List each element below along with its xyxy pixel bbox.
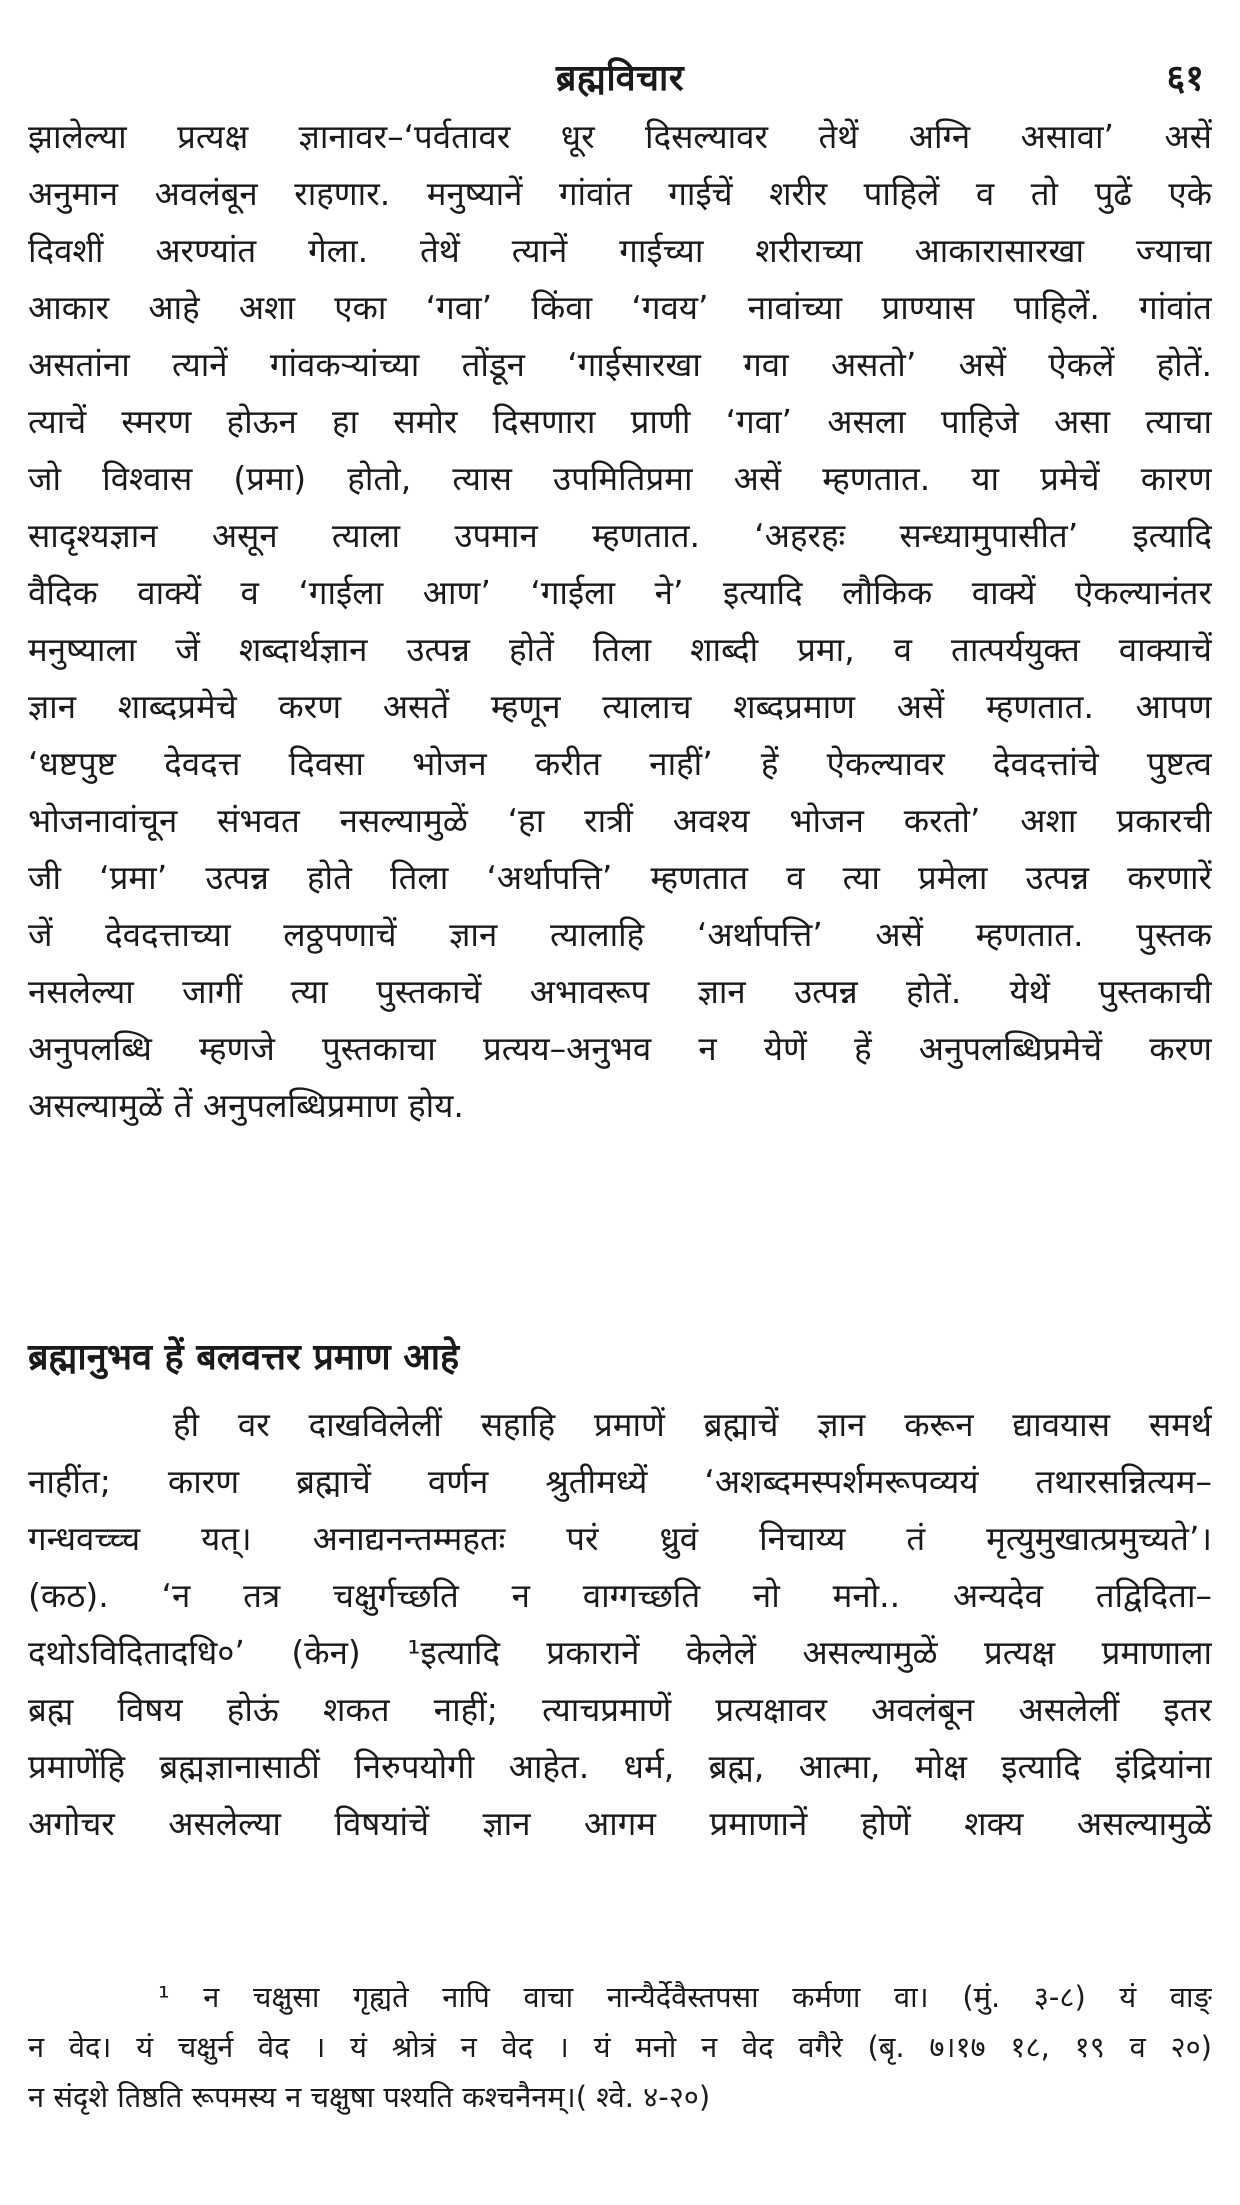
text-line: असतांना त्यानें गांवकऱ्यांच्या तोंडून ‘गाईसारखा गवा असतो’ असें ऐकलें होतें. <box>28 345 1212 384</box>
text-line: दथोऽविदितादधि०’ (केन) ¹इत्यादि प्रकारानें केलेलें असल्यामुळें प्रत्यक्ष प्रमाणाला <box>28 1633 1212 1672</box>
text-line: सादृश्यज्ञान असून त्याला उपमान म्हणतात. ‘अहरहः सन्ध्यामुपासीत’ इत्यादि <box>28 516 1212 555</box>
text-line: झालेल्या प्रत्यक्ष ज्ञानावर–‘पर्वतावर धूर दिसल्यावर तेथें अग्नि असावा’ असें <box>28 117 1212 156</box>
text-line: नाहींत; कारण ब्रह्माचें वर्णन श्रुतीमध्यें ‘अशब्दमस्पर्शमरूपव्ययं तथारसन्नित्यम– <box>28 1462 1212 1501</box>
text-line: वैदिक वाक्यें व ‘गाईला आण’ ‘गाईला ने’ इत्यादि लौकिक वाक्यें ऐकल्यानंतर <box>28 573 1212 612</box>
footnote-line: न संदृशे तिष्ठति रूपमस्य न चक्षुषा पश्यति कश्चनैनम्।( श्वे. ४-२०) <box>28 2080 711 2114</box>
text-line: ब्रह्म विषय होऊं शकत नाहीं; त्याचप्रमाणें प्रत्यक्षावर अवलंबून असलेलीं इतर <box>28 1690 1212 1729</box>
text-line: असल्यामुळें तें अनुपलब्धिप्रमाण होय. <box>28 1086 464 1125</box>
running-title: ब्रह्मविचार <box>555 58 685 99</box>
text-line: अगोचर असलेल्या विषयांचें ज्ञान आगम प्रमाणानें होणें शक्य असल्यामुळें <box>28 1804 1212 1843</box>
paragraph-1 <box>28 108 1212 1134</box>
text-line: अनुमान अवलंबून राहणार. मनुष्यानें गांवांत गाईचें शरीर पाहिलें व तो पुढें एके <box>28 174 1212 213</box>
text-line: नसलेल्या जागीं त्या पुस्तकाचें अभावरूप ज्ञान उत्पन्न होतें. येथें पुस्तकाची <box>28 972 1212 1011</box>
text-line: मनुष्याला जें शब्दार्थज्ञान उत्पन्न होतें तिला शाब्दी प्रमा, व तात्पर्ययुक्त वाक्याचें <box>28 630 1212 669</box>
text-line: प्रमाणेंहि ब्रह्मज्ञानासाठीं निरुपयोगी आहेत. धर्म, ब्रह्म, आत्मा, मोक्ष इत्यादि इंद्रियांना <box>28 1747 1212 1786</box>
text-line: जी ‘प्रमा’ उत्पन्न होते तिला ‘अर्थापत्ति’ म्हणतात व त्या प्रमेला उत्पन्न करणारें <box>28 858 1212 897</box>
page-number: ६१ <box>1166 58 1204 99</box>
footnote-line: न वेद। यं चक्षुर्न वेद । यं श्रोत्रं न वेद । यं मनो न वेद वगैरे (बृ. ७।१७ १८, १९ व २०) <box>28 2030 1212 2064</box>
text-line: जें देवदत्ताच्या लठ्ठपणाचें ज्ञान त्यालाहि ‘अर्थापत्ति’ असें म्हणतात. पुस्तक <box>28 915 1212 954</box>
text-line: गन्धवच्च्च यत्। अनाद्यनन्तम्महतः परं ध्रुवं निचाय्य तं मृत्युमुखात्प्रमुच्यते’। <box>28 1519 1212 1558</box>
text-line: अनुपलब्धि म्हणजे पुस्तकाचा प्रत्यय–अनुभव न येणें हें अनुपलब्धिप्रमेचें करण <box>28 1029 1212 1068</box>
text-line: ‘धष्टपुष्ट देवदत्त दिवसा भोजन करीत नाहीं’ हें ऐकल्यावर देवदत्तांचे पुष्टत्व <box>28 744 1212 783</box>
section-heading: ब्रह्मानुभव हें बलवत्तर प्रमाण आहे <box>28 1337 460 1378</box>
footnotes <box>28 1972 1212 2122</box>
footnote-line: ¹ न चक्षुसा गृह्यते नापि वाचा नान्यैर्देवैस्तपसा कर्मणा वा। (मुं. ३-८) यं वाङ् <box>158 1980 1212 2014</box>
text-line: ही वर दाखविलेलीं सहाहि प्रमाणें ब्रह्माचें ज्ञान करून द्यावयास समर्थ <box>173 1405 1212 1444</box>
text-line: (कठ). ‘न तत्र चक्षुर्गच्छति न वाग्गच्छति नो मनो.. अन्यदेव तद्विदिता– <box>28 1576 1212 1615</box>
text-line: जो विश्वास (प्रमा) होतो, त्यास उपमितिप्रमा असें म्हणतात. या प्रमेचें कारण <box>28 459 1212 498</box>
text-line: आकार आहे अशा एका ‘गवा’ किंवा ‘गवय’ नावांच्या प्राण्यास पाहिलें. गांवांत <box>28 288 1212 327</box>
text-line: भोजनावांचून संभवत नसल्यामुळें ‘हा रात्रीं अवश्य भोजन करतो’ अशा प्रकारची <box>28 801 1212 840</box>
text-line: ज्ञान शाब्दप्रमेचे करण असतें म्हणून त्यालाच शब्दप्रमाण असें म्हणतात. आपण <box>28 687 1212 726</box>
text-line: त्याचें स्मरण होऊन हा समोर दिसणारा प्राणी ‘गवा’ असला पाहिजे असा त्याचा <box>28 402 1212 441</box>
text-line: दिवशीं अरण्यांत गेला. तेथें त्यानें गाईच्या शरीराच्या आकारासारखा ज्याचा <box>28 231 1212 270</box>
paragraph-2 <box>28 1396 1212 1852</box>
